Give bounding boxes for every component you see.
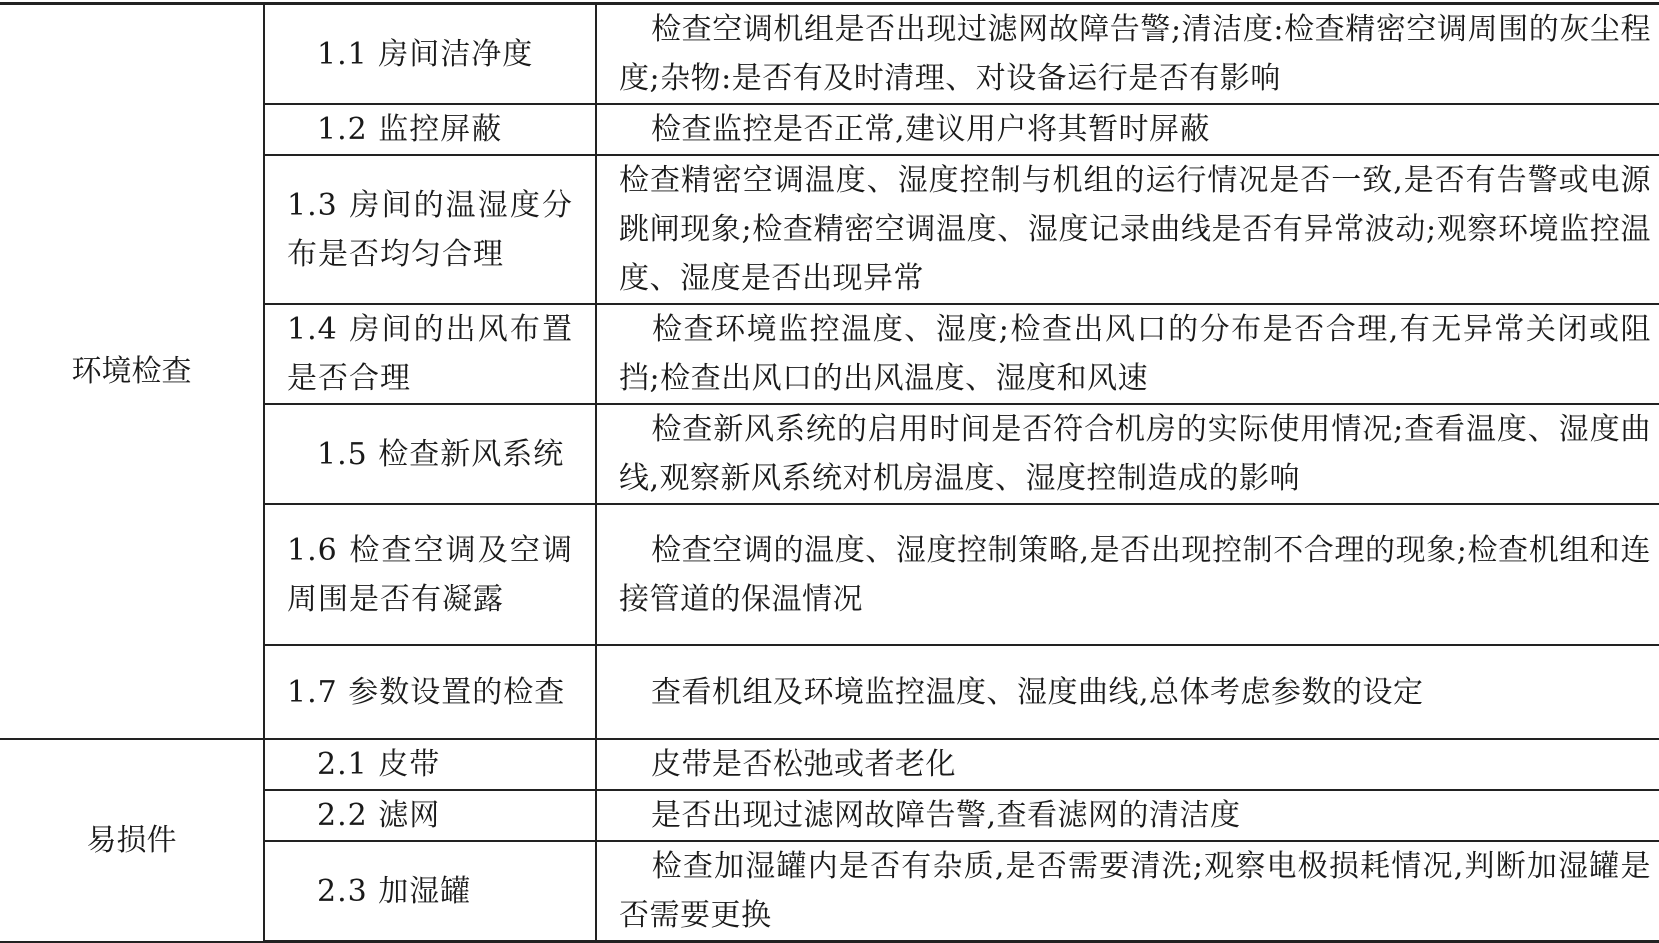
item-cell: 2.3 加湿罐 [264,841,596,942]
item-cell: 1.7 参数设置的检查 [264,645,596,739]
table-row [0,4,1659,105]
desc-cell: 是否出现过滤网故障告警,查看滤网的清洁度 [596,790,1659,841]
inspection-table [0,2,1659,943]
desc-cell: 查看机组及环境监控温度、湿度曲线,总体考虑参数的设定 [596,645,1659,739]
desc-cell: 检查新风系统的启用时间是否符合机房的实际使用情况;查看温度、湿度曲线,观察新风系统对机房温度、湿度控制造成的影响 [596,404,1659,504]
desc-cell: 检查空调的温度、湿度控制策略,是否出现控制不合理的现象;检查机组和连接管道的保温情况 [596,504,1659,645]
item-cell: 1.2 监控屏蔽 [264,104,596,155]
item-cell: 1.6 检查空调及空调周围是否有凝露 [264,504,596,645]
desc-cell: 检查加湿罐内是否有杂质,是否需要清洗;观察电极损耗情况,判断加湿罐是否需要更换 [596,841,1659,942]
item-cell: 2.2 滤网 [264,790,596,841]
item-cell: 1.4 房间的出风布置是否合理 [264,304,596,404]
desc-cell: 检查空调机组是否出现过滤网故障告警;清洁度:检查精密空调周围的灰尘程度;杂物:是否有及时清理、对设备运行是否有影响 [596,4,1659,105]
desc-cell: 检查监控是否正常,建议用户将其暂时屏蔽 [596,104,1659,155]
desc-cell: 皮带是否松弛或者老化 [596,739,1659,790]
table-row [0,739,1659,790]
category-cell: 环境检查 [0,4,264,740]
category-cell: 易损件 [0,739,264,942]
desc-cell: 检查精密空调温度、湿度控制与机组的运行情况是否一致,是否有告警或电源跳闸现象;检查精密空调温度、湿度记录曲线是否有异常波动;观察环境监控温度、湿度是否出现异常 [596,155,1659,304]
item-cell: 1.3 房间的温湿度分布是否均匀合理 [264,155,596,304]
desc-cell: 检查环境监控温度、湿度;检查出风口的分布是否合理,有无异常关闭或阻挡;检查出风口的出风温度、湿度和风速 [596,304,1659,404]
item-cell: 1.5 检查新风系统 [264,404,596,504]
item-cell: 1.1 房间洁净度 [264,4,596,105]
item-cell: 2.1 皮带 [264,739,596,790]
